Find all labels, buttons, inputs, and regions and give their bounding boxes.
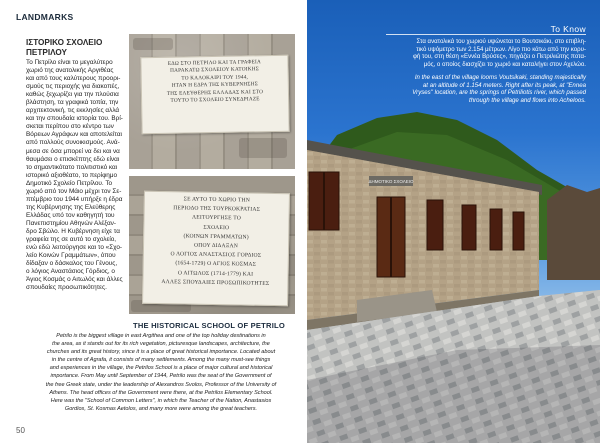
plaque-inscription-line: ΣΕ ΑΥΤΟ ΤΟ ΧΩΡΙΟ ΤΗΝ [183, 196, 251, 204]
english-body-line: churches and its great history, since it is a place of great historical importance. Located about [46, 349, 276, 356]
to-know-greek-line: φή του, στη θέση «Εννέα Βρύσες», πηγάζει ο Πετριλιώτης ποτα- [412, 53, 586, 61]
commemorative-plaque [140, 55, 289, 135]
to-know-greek-line: Στα ανατολικά του χωριού υψώνεται το Βουτσικάκι, στο επιβλη- [416, 38, 586, 45]
greek-body-line: Άγιος Κοσμάς ο Αιτωλός και άλλες [26, 276, 123, 284]
greek-body-line: χωριό της ανατολικής Αργιθέας [26, 67, 114, 75]
plaque-inscription-line: Ο ΑΙΤΩΛΟΣ (1714-1779) ΚΑΙ [177, 269, 254, 278]
greek-body-line: ενώ εδώ λειτούργησε και το «Σχο- [26, 244, 123, 252]
to-know-english-line: at an altitude of 1.154 meters. Right after its peak, at "Ennea [422, 81, 586, 89]
to-know-greek [346, 38, 586, 68]
to-know-english [346, 74, 586, 104]
page-number: 50 [16, 426, 25, 435]
greek-body-line: της Κυβέρνησης της Ελεύθερης [26, 203, 116, 211]
greek-body-line: Ελλάδας υπό τον καθηγητή του [26, 211, 115, 219]
english-body-line: and experiences in the village, the Petrilos School is a place of major cultural and historical [49, 365, 273, 372]
english-body-line: the free Greek state, under the leadership of Alexandros Svolos, Professor of the University of [45, 381, 277, 388]
greek-body-line: Δημοτικό Σχολείο Πετρίλου. Το [26, 179, 113, 187]
greek-body-line: δρο Σβώλο. Η Κυβέρνηση είχε τα [26, 227, 120, 235]
plaque-inscription-line: ΤΗΣ ΕΛΕΥΘΕΡΗΣ ΕΛΛΑΔΑΣ ΚΑΙ ΣΤΟ [166, 88, 264, 97]
window [462, 205, 476, 250]
english-body-line: in the centre of Agrafa, it consists of many settlements. Among the many must-see things [51, 357, 271, 364]
plaque-inscription-line: ΑΛΛΕΣ ΣΠΟΥΔΑΙΕΣ ΠΡΟΣΩΠΙΚΟΤΗΤΕΣ [161, 278, 270, 287]
to-know-greek-line: μός, ο οποίος διασχίζει το χωριό και καταλήγει στον Αχελώο. [423, 60, 586, 68]
english-body-line: Petrilo is the biggest village in east Argithea and one of the top holiday destinations in [56, 333, 266, 339]
plaque-inscription-line: ΗΤΑΝ Η ΕΔΡΑ ΤΗΣ ΚΥΒΕΡΝΗΣΗΣ [171, 81, 259, 89]
english-body-line: the area, as it stands out for its rich vegetation, picturesque landscapes, architecture, the [52, 341, 270, 348]
english-body-line: importance. From May until September of 1944, Petrilo was the seat of the Government of [50, 373, 272, 380]
to-know-english-line: In the east of the village looms Voutsikaki, standing majestically [414, 74, 586, 81]
plaque-photo-bottom [129, 176, 295, 314]
greek-article-title [26, 38, 126, 57]
english-body-line: Gordios, St. Kosmas Aetolos, and many more were among the great teachers. [64, 405, 258, 412]
window [513, 212, 524, 250]
greek-body-line: το σημαντικότατο πολιτιστικό και [26, 163, 118, 171]
section-tag: LANDMARKS [16, 12, 74, 22]
english-body-line: Here was the "School of Common Letters", in which the Teacher of the Nation, Anastasios [50, 397, 272, 404]
greek-body-line: πτέμβριο του 1944 υπήρξε η έδρα [26, 195, 123, 203]
english-article-title: THE HISTORICAL SCHOOL OF PETRILO [133, 321, 285, 330]
plaque-inscription-line: ΟΠΟΥ ΔΙΔΑΞΑΝ [194, 242, 239, 250]
to-know-title: To Know [550, 24, 586, 34]
plaque-inscription-line: Ο ΛΟΓΙΟΣ ΑΝΑΣΤΑΣΙΟΣ ΓΟΡΔΙΟΣ [170, 251, 262, 260]
greek-body-line: Πανεπιστημίου Αθηνών Αλέξαν- [26, 219, 116, 227]
greek-body-line: από πολλούς συνοικισμούς. Ανά- [26, 139, 120, 147]
greek-body-line: σπουδαίες προσωπικότητες. [26, 284, 107, 292]
building-sign-text: ΔΗΜΟΤΙΚΟ ΣΧΟΛΕΙΟ [368, 179, 414, 184]
commemorative-plaque [142, 191, 290, 307]
to-know-greek-line: τικό υψόμετρο των 2.154 μέτρων. Λίγο πιο κάτω από την κορυ- [416, 45, 586, 53]
plaque-inscription-line: (ΚΟΙΝΩΝ ΓΡΑΜΜΑΤΩΝ) [183, 233, 249, 241]
greek-body-line: ο λόγιος Αναστάσιος Γόρδιος, ο [26, 268, 115, 276]
greek-body-line: γραφεία της σε αυτό το σχολείο, [26, 236, 117, 244]
plaque-inscription-line: ΣΧΟΛΕΙΟ [203, 224, 230, 231]
plaque-inscription-line: ΠΕΡΙΟΔΟ ΤΗΣ ΤΟΥΡΚΟΚΡΑΤΙΑΣ [173, 205, 261, 213]
greek-body-line: ιστορικό αξιοθέατο, το περίφημο [26, 171, 118, 179]
greek-body-line: μεσα σε όσα μπορεί να δει και να [26, 147, 120, 155]
to-know-divider [386, 34, 586, 35]
stone-block [133, 38, 173, 50]
english-body-line: Athens. The head offices of the Government were there, at the Petrilos Elementary School. [49, 389, 273, 396]
greek-title-line: ΙΣΤΟΡΙΚΟ ΣΧΟΛΕΙΟ [26, 38, 103, 47]
greek-body-line: λείο Κοινών Γραμμάτων», όπου [26, 252, 116, 260]
greek-body-line: Βόρειων Αγράφων και αποτελείται [26, 131, 122, 139]
window-mullion [323, 172, 325, 230]
plaque-inscription-line: ΛΕΙΤΟΥΡΓΗΣΕ ΤΟ [191, 214, 242, 222]
greek-body-line: αρχιτεκτονική, τις εκκλησίες αλλά [26, 107, 120, 115]
window [490, 209, 502, 250]
door-split [390, 197, 392, 277]
bare-trees [547, 185, 600, 280]
to-know-english-line: Vryses" location, are the springs of Petriliotis river, which passed [412, 89, 586, 97]
stone-block [239, 138, 287, 158]
plaque-photo-top [129, 34, 295, 169]
greek-body-line: και από τους καλύτερους προορι- [26, 75, 121, 83]
greek-body-line: σμούς τις περιοχής για διακοπές, [26, 83, 120, 91]
greek-body-line: και την σπουδαία ιστορία του. Βρί- [26, 115, 123, 123]
greek-article-body [26, 59, 127, 292]
greek-body-line: χωριό από τον Μάιο μέχρι τον Σε- [26, 187, 122, 195]
plaque-inscription-line: ΤΟΥΤΟ ΤΟ ΣΧΟΛΕΙΟ ΣΥΝΕΔΡΙΑΖΕ [170, 96, 260, 104]
plaque-inscription-line: (1654-1729) Ο ΑΓΙΟΣ ΚΟΣΜΑΣ [175, 260, 257, 269]
greek-body-line: καθώς ξεχωρίζει για την πλούσια [26, 91, 119, 99]
greek-body-line: Το Πετρίλο είναι το μεγαλύτερο [26, 59, 113, 66]
to-know-english-line: through the village and flows into Acheloos. [469, 96, 586, 104]
plaque-inscription-line: ΠΑΡΑΚΑΤΩ ΣΧΟΛΕΙΟΥ ΚΑΤΟΙΚΗΣ [170, 66, 260, 75]
greek-body-line: θαυμάσει ο επισκέπτης εδώ είναι [26, 155, 120, 163]
plaque-inscription-line: ΤΟ ΚΑΛΟΚΑΙΡΙ ΤΟΥ 1944, [181, 74, 249, 82]
greek-body-line: δίδαξαν ο δάσκαλος του Γένους, [26, 260, 118, 268]
english-article-body [20, 332, 302, 413]
greek-title-line: ΠΕΤΡΙΛΟΥ [26, 47, 67, 57]
window [427, 200, 443, 250]
greek-body-line: βλάστηση, τα γραφικά τοπία, την [26, 99, 119, 107]
greek-body-line: σκεται περίπου στο κέντρο των [26, 123, 114, 131]
plaque-inscription-line: ΕΔΩ ΣΤΟ ΠΕΤΡΙΛΟ ΚΑΙ ΤΑ ΓΡΑΦΕΙΑ [167, 59, 262, 67]
